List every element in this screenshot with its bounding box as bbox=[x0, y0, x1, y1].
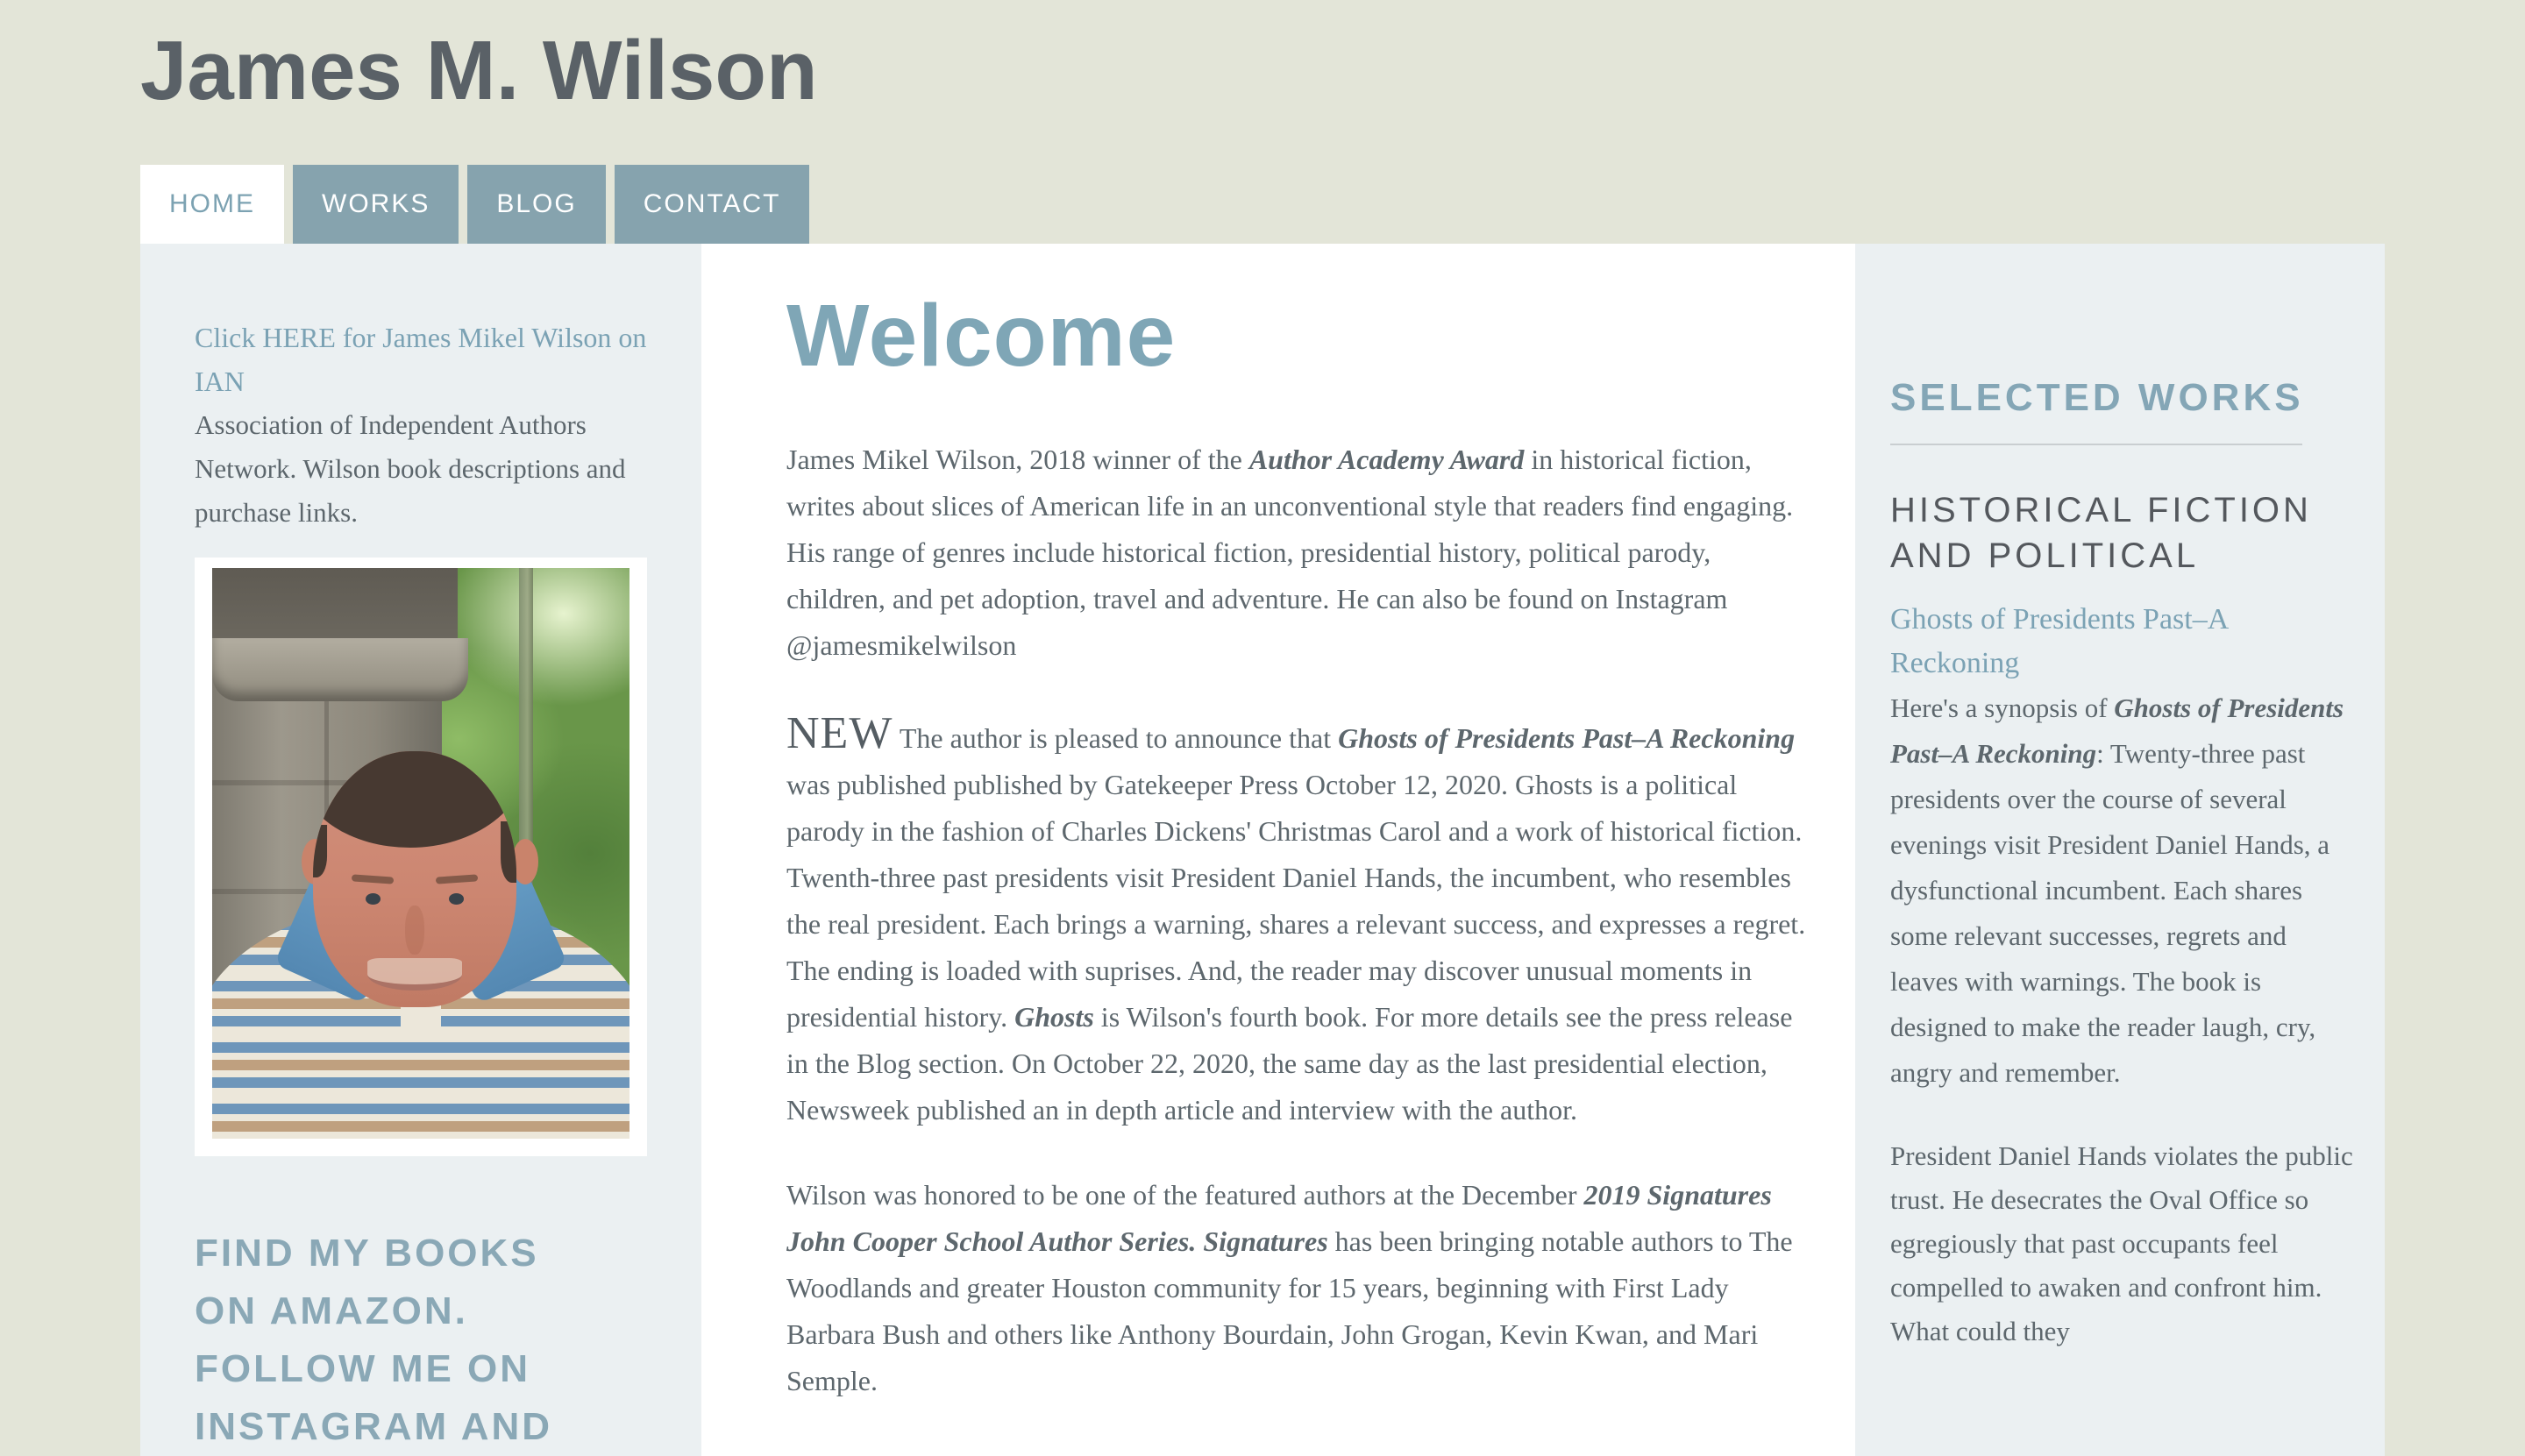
synopsis-run: Here's a synopsis of bbox=[1890, 692, 2115, 724]
nav-tab-blog[interactable]: BLOG bbox=[467, 165, 605, 244]
content-container bbox=[140, 244, 2385, 1456]
new-badge: NEW bbox=[786, 708, 893, 759]
award-title: Author Academy Award bbox=[1248, 444, 1525, 476]
right-sidebar bbox=[1855, 244, 2385, 1456]
category-heading: HISTORICAL FICTION AND POLITICAL bbox=[1890, 491, 2312, 576]
signatures-paragraph bbox=[786, 1172, 1806, 1404]
announcement-paragraph bbox=[786, 708, 1806, 1133]
book-link[interactable]: Ghosts of Presidents Past–A Reckoning bbox=[1890, 603, 2228, 680]
site-header bbox=[140, 0, 2385, 244]
author-photo bbox=[195, 558, 647, 1156]
book-title: Ghosts of Presidents Past–A Reckoning bbox=[1890, 692, 2344, 770]
figure-smile bbox=[367, 958, 462, 991]
main-nav bbox=[140, 165, 2385, 244]
intro-paragraph bbox=[786, 437, 1806, 669]
nav-tab-works[interactable]: WORKS bbox=[293, 165, 459, 244]
author-figure bbox=[212, 753, 629, 1139]
figure-eyebrow bbox=[436, 875, 478, 884]
column-arch-shadow bbox=[212, 568, 458, 638]
announcement-run: The author is pleased to announce that bbox=[893, 722, 1339, 755]
main-content bbox=[701, 244, 1855, 1456]
page-title: Welcome bbox=[786, 287, 1177, 386]
intro-run: in historical fiction, writes about slices of American life in an unconventional style that readers find engaging. His range of genres include historical fiction, presidential history, political parody, children, and pet adoption, travel and adventure. He can also be found on Instagram @jamesmikelwilson bbox=[786, 444, 1794, 662]
column-capital bbox=[212, 638, 468, 701]
synopsis-run: : Twenty-three past presidents over the course of several evenings visit President Daniel Hands, a dysfunctional incumbent. Each shares some relevant successes, regrets and leaves with warnings. The book is designed to make the reader laugh, cry, angry and remember. bbox=[1890, 738, 2330, 1089]
site-title: James M. Wilson bbox=[140, 24, 818, 117]
left-sidebar bbox=[140, 244, 701, 1456]
synopsis-paragraph-2: President Daniel Hands violates the public trust. He desecrates the Oval Office so egregiously that past occupants feel compelled to awaken and confront him. What could they bbox=[1890, 1140, 2353, 1347]
book-title-short: Ghosts bbox=[1014, 1001, 1094, 1033]
ian-link[interactable]: Click HERE for James Mikel Wilson on IAN bbox=[195, 322, 647, 398]
book-title: Ghosts of Presidents Past–A Reckoning bbox=[1338, 722, 1796, 755]
find-books-heading: FIND MY BOOKS ON AMAZON. FOLLOW ME ON INSTAGRAM AND bbox=[195, 1232, 553, 1449]
figure-nose bbox=[405, 906, 424, 955]
figure-hair bbox=[313, 751, 516, 848]
announcement-run: is Wilson's fourth book. For more details see the press release in the Blog section. On October 22, 2020, the same day as the last presidential election, Newsweek published an in depth article and interview with the author. bbox=[786, 1001, 1793, 1126]
nav-tab-home[interactable]: HOME bbox=[140, 165, 284, 244]
series-title: 2019 Signatures John Cooper School Author Series. Signatures bbox=[786, 1179, 1772, 1258]
signatures-run: has been bringing notable authors to The Woodlands and greater Houston community for 15 years, beginning with First Lady Barbara Bush and others like Anthony Bourdain, John Grogan, Kevin Kwan, and Mari Semple. bbox=[786, 1225, 1793, 1397]
nav-tab-contact[interactable]: CONTACT bbox=[615, 165, 810, 244]
ian-description: Association of Independent Authors Network. Wilson book descriptions and purchase links. bbox=[195, 409, 626, 529]
selected-works-heading: SELECTED WORKS bbox=[1890, 376, 2304, 420]
announcement-run: was published published by Gatekeeper Press October 12, 2020. Ghosts is a political parody in the fashion of Charles Dickens' Christmas Carol and a work of historical fiction. Twenth-three past presidents visit President Daniel Hands, the incumbent, who resembles the real president. Each brings a warning, shares a relevant success, and expresses a regret. The ending is loaded with suprises. And, the reader may discover unusual moments in presidential history. bbox=[786, 769, 1806, 1033]
intro-run: James Mikel Wilson, 2018 winner of the bbox=[786, 444, 1249, 476]
figure-head bbox=[313, 751, 516, 1007]
figure-eyebrow bbox=[352, 875, 394, 884]
author-photo-scene bbox=[212, 568, 629, 1139]
figure-eye bbox=[449, 893, 464, 905]
divider bbox=[1890, 444, 2302, 445]
synopsis-paragraph bbox=[1890, 685, 2360, 1096]
signatures-run: Wilson was honored to be one of the featured authors at the December bbox=[786, 1179, 1584, 1211]
figure-eye bbox=[366, 893, 381, 905]
